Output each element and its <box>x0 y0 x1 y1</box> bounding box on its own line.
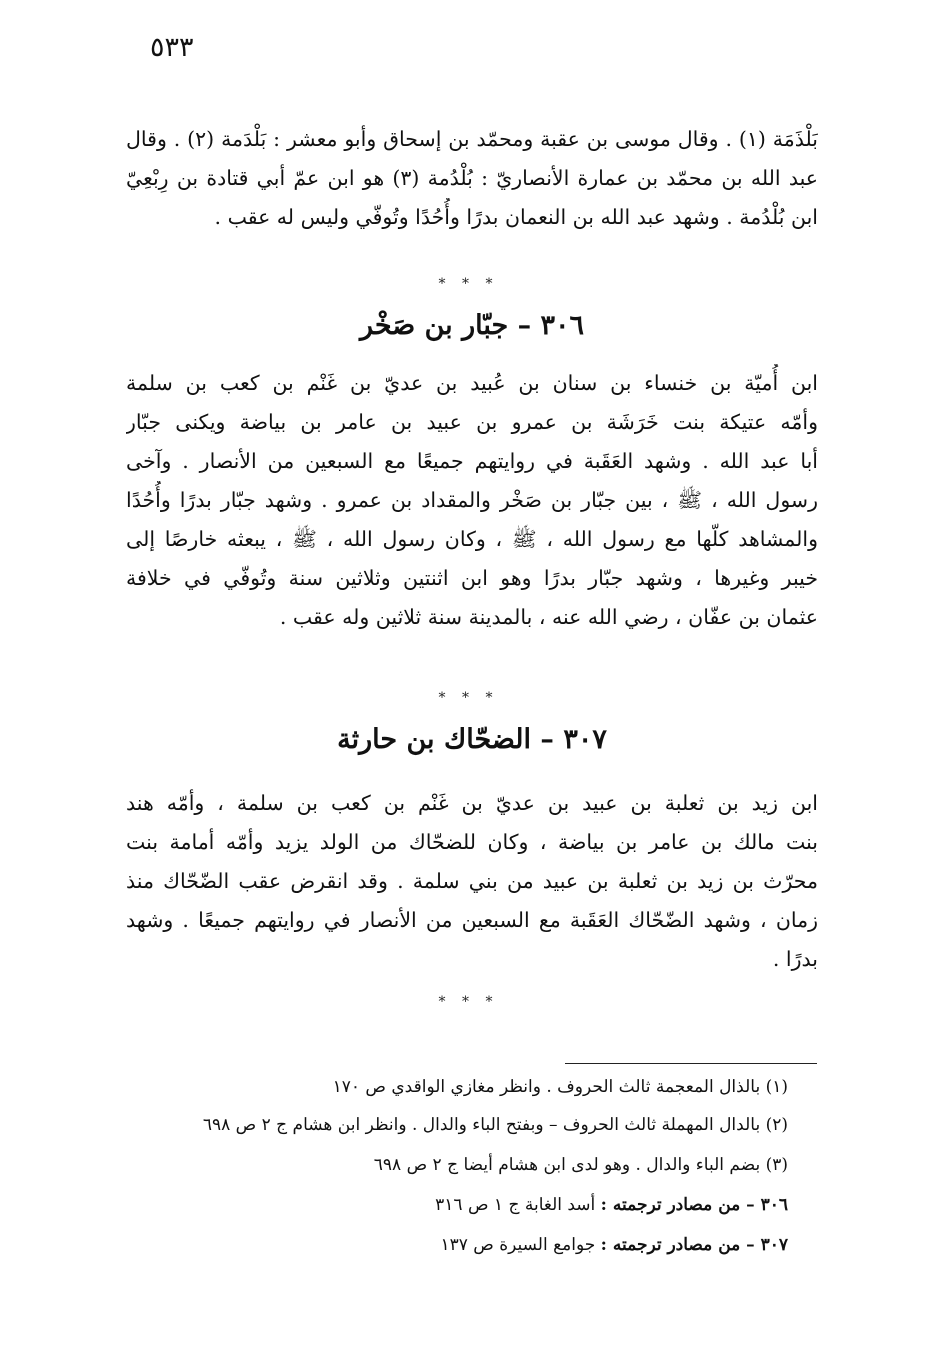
section-separator-2: * * * <box>438 690 499 706</box>
source-note-307-text: جوامع السيرة ص ١٣٧ <box>440 1235 601 1255</box>
page-number: ٥٣٣ <box>150 32 194 63</box>
entry-306-paragraph <box>126 364 818 637</box>
entry-307-line-3: محرّث بن زيد بن ثعلبة بن عبيد من بني سلمة . وقد انقرض عقب الضّحّاك منذ <box>126 869 818 893</box>
entry-306-line-1: ابن أُميّة بن خنساء بن سنان بن عُبيد بن عديّ بن غَنْم بن كعب بن سلمة <box>126 371 818 395</box>
footnote-1: (١) بالذال المعجمة ثالث الحروف . وانظر مغازي الواقدي ص ١٧٠ <box>332 1077 788 1097</box>
entry-307-line-2: بنت مالك بن عامر بن بياضة ، وكان للضحّاك من الولد يزيد وأمّه أمامة بنت <box>126 830 818 854</box>
source-note-306-text: أسد الغابة ج ١ ص ٣١٦ <box>435 1195 601 1215</box>
entry-306-title: ٣٠٦ – جبّار بن صَخْر <box>359 310 585 341</box>
source-note-307 <box>126 1230 788 1260</box>
source-note-306 <box>126 1190 788 1220</box>
section-separator-1: * * * <box>438 276 499 292</box>
entry-306-line-3: أبا عبد الله . وشهد العَقَبة في روايتهم جميعًا مع السبعين من الأنصار . وآخى <box>126 449 818 473</box>
footnote-2: (٢) بالدال المهملة ثالث الحروف – وبفتح الباء والدال . وانظر ابن هشام ج ٢ ص ٦٩٨ <box>202 1115 788 1135</box>
entry-307-line-1: ابن زيد بن ثعلبة بن عبيد بن عديّ بن غَنْم بن كعب بن سلمة ، وأمّه هند <box>126 791 818 815</box>
footnote-3: (٣) بضم الباء والدال . وهو لدى ابن هشام أيضا ج ٢ ص ٦٩٨ <box>373 1155 788 1175</box>
entry-306-line-7: عثمان بن عفّان ، رضي الله عنه ، بالمدينة سنة ثلاثين وله عقب . <box>279 605 818 629</box>
entry-306-line-4: رسول الله ، ﷺ ، بين جبّار بن صَخْر والمقداد بن عمرو . وشهد جبّار بدرًا وأُحُدًا <box>126 488 818 512</box>
intro-line-1: بَلْذَمَة (١) . وقال موسى بن عقبة ومحمّد بن إسحاق وأبو معشر : بَلْدَمة (٢) . وقال <box>126 127 818 151</box>
entry-307-title: ٣٠٧ – الضحّاك بن حارثة <box>337 724 607 755</box>
intro-line-3: ابن بُلْدُمة . وشهد عبد الله بن النعمان بدرًا وأُحُدًا وتُوفّي وليس له عقب . <box>214 205 818 229</box>
entry-306-line-6: خيبر وغيرها ، وشهد جبّار بدرًا وهو ابن اثنتين وثلاثين سنة وتُوفّي في خلافة <box>126 566 818 590</box>
entry-307-paragraph <box>126 784 818 979</box>
entry-307-line-5: بدرًا . <box>772 947 818 971</box>
footnote-rule <box>565 1063 817 1064</box>
entry-306-line-5: والمشاهد كلّها مع رسول الله ، ﷺ ، وكان رسول الله ، ﷺ ، يبعثه خارصًا إلى <box>126 527 818 551</box>
entry-306-line-2: وأمّه عتيكة بنت خَرَشَة بن عمرو بن عبيد بن عامر بن بياضة ويكنى جبّار <box>126 410 818 434</box>
source-note-306-label: ٣٠٦ – من مصادر ترجمته : <box>600 1195 788 1215</box>
source-note-307-label: ٣٠٧ – من مصادر ترجمته : <box>600 1235 788 1255</box>
section-separator-3: * * * <box>438 994 499 1010</box>
intro-line-2: عبد الله بن محمّد بن عمارة الأنصاريّ : بُلْدُمة (٣) هو ابن عمّ أبي قتادة بن رِبْعِيّ <box>126 166 818 190</box>
intro-paragraph <box>126 120 818 237</box>
entry-307-line-4: زمان ، وشهد الضّحّاك العَقَبة مع السبعين من الأنصار في روايتهم جميعًا . وشهد <box>126 908 818 932</box>
